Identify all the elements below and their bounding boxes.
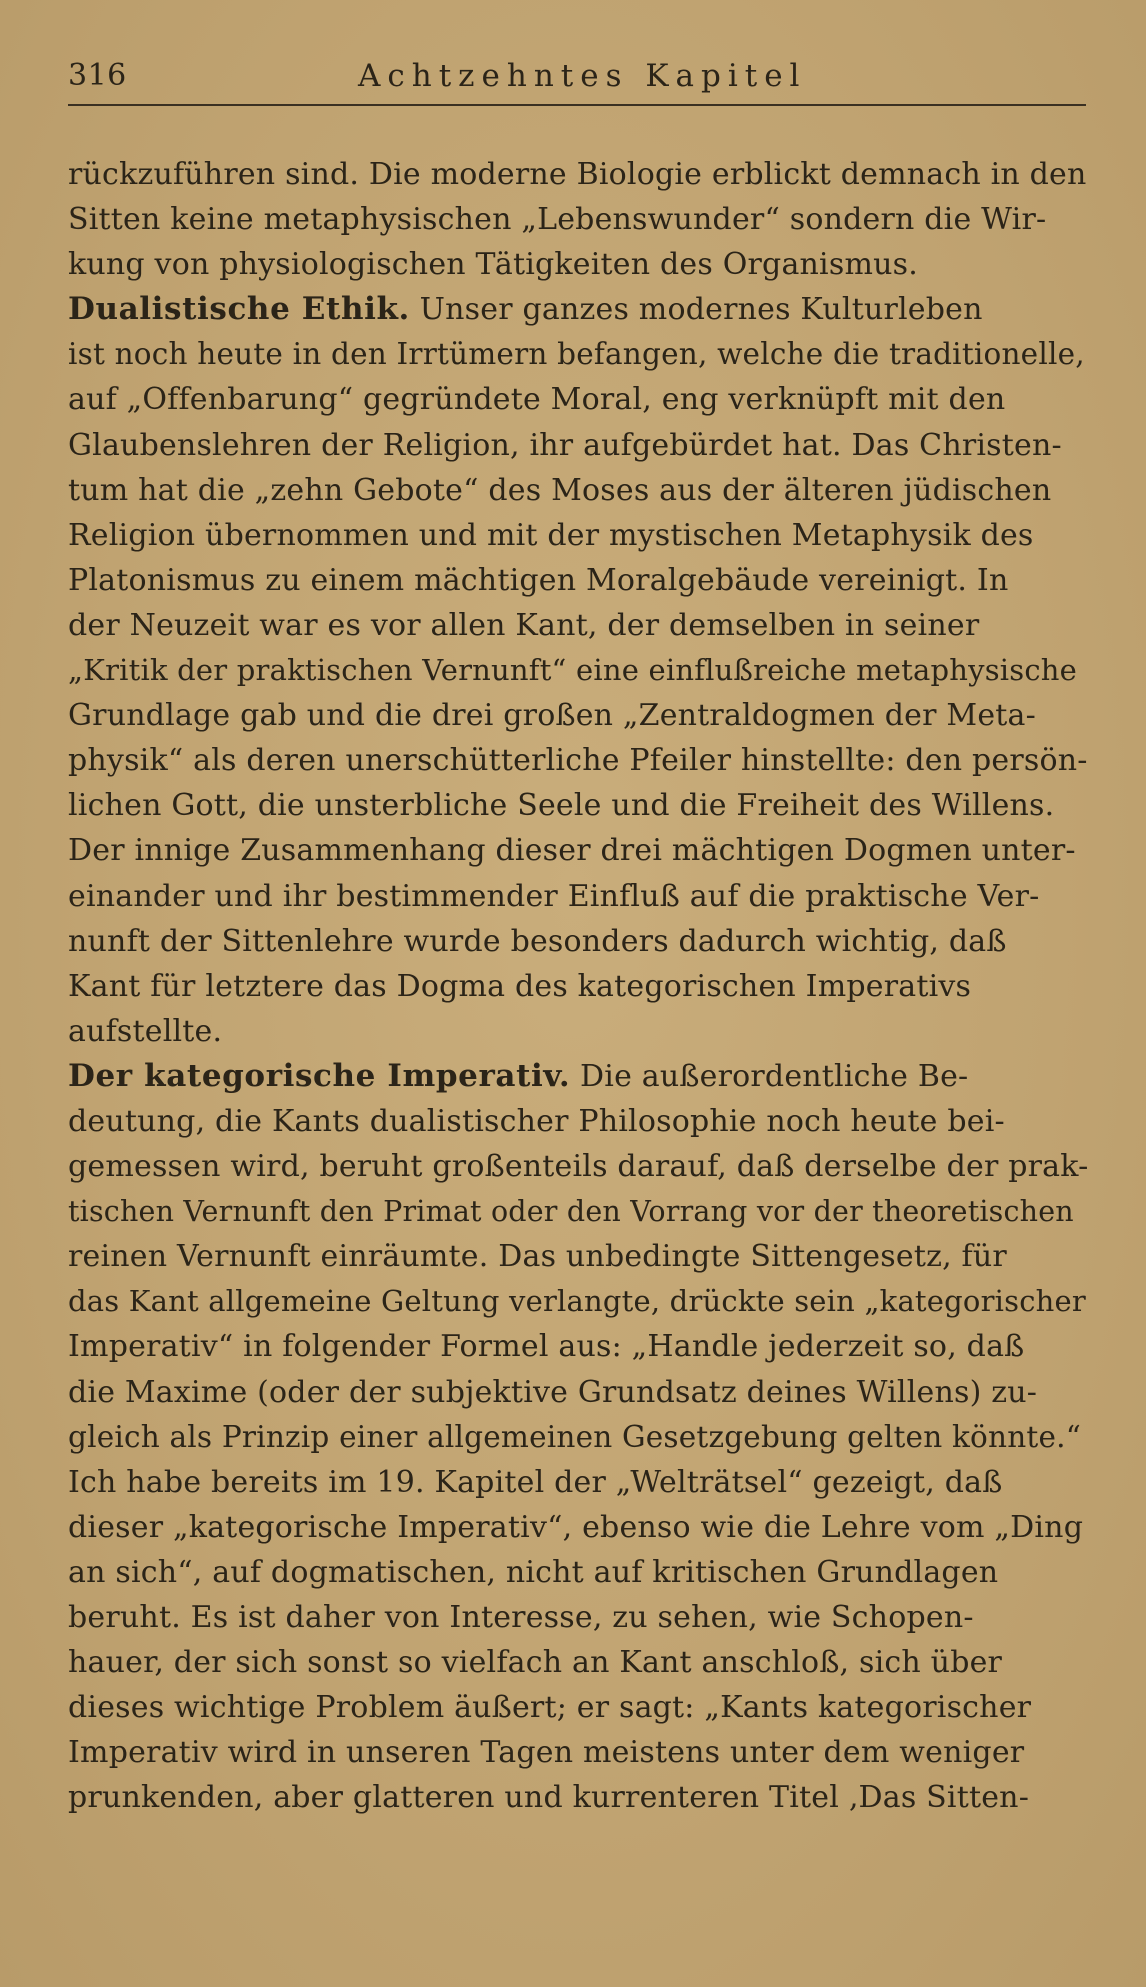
line-text: „Kritik der praktischen Vernunft“ eine einflußreiche metaphysische <box>68 653 1078 688</box>
text-line <box>68 1099 1088 1144</box>
text-line <box>68 377 1088 422</box>
page-number: 316 <box>68 58 127 93</box>
text-line <box>68 603 1088 648</box>
text-line <box>68 648 1088 693</box>
line-text: deutung, die Kants dualistischer Philosophie noch heute bei- <box>68 1103 1005 1139</box>
text-line <box>68 783 1088 828</box>
text-line <box>68 919 1088 964</box>
line-text: tum hat die „zehn Gebote“ des Moses aus der älteren jüdischen <box>68 472 1052 508</box>
line-text: der Neuzeit war es vor allen Kant, der demselben in seiner <box>68 607 980 643</box>
text-line <box>68 1505 1088 1550</box>
line-text: rückzuführen sind. Die moderne Biologie erblickt demnach in den <box>68 157 1087 192</box>
line-text: Glaubenslehren der Religion, ihr aufgebürdet hat. Das Christen- <box>68 427 1062 463</box>
page-header <box>68 58 1086 106</box>
text-line <box>68 738 1088 783</box>
line-text: prunkenden, aber glatteren und kurrenteren Titel ‚Das Sitten- <box>68 1780 1030 1816</box>
line-text: Grundlage gab und die drei großen „Zentraldogmen der Meta- <box>68 698 1036 734</box>
text-line <box>68 693 1088 738</box>
line-text: auf „Offenbarung“ gegründete Moral, eng verknüpft mit den <box>68 382 1006 418</box>
text-line <box>68 558 1088 603</box>
line-text: gleich als Prinzip einer allgemeinen Gesetzgebung gelten könnte.“ <box>68 1419 1081 1454</box>
text-line <box>68 1685 1088 1730</box>
text-line <box>68 513 1088 558</box>
text-line <box>68 1460 1088 1505</box>
line-text: Platonismus zu einem mächtigen Moralgebäude vereinigt. In <box>68 562 1009 598</box>
text-line <box>68 242 1088 287</box>
text-line <box>68 423 1088 468</box>
line-text: kung von physiologischen Tätigkeiten des Organismus. <box>68 247 918 283</box>
text-line <box>68 1144 1088 1189</box>
line-text: Imperativ“ in folgender Formel aus: „Handle jederzeit so, daß <box>68 1329 1025 1365</box>
line-text: die Maxime (oder der subjektive Grundsatz deines Willens) zu- <box>68 1374 1038 1410</box>
line-text: gemessen wird, beruht großenteils darauf, daß derselbe der prak- <box>68 1149 1089 1185</box>
line-text: an sich“, auf dogmatischen, nicht auf kritischen Grundlagen <box>68 1554 999 1590</box>
line-text: Sitten keine metaphysischen „Lebenswunder“ sondern die Wir- <box>68 202 1047 238</box>
text-line <box>68 1234 1088 1279</box>
section-heading-kategorischer-imperativ: Der kategorische Imperativ. <box>68 1057 571 1094</box>
line-text: dieses wichtige Problem äußert; er sagt: „Kants kategorischer <box>68 1690 1032 1726</box>
line-text: tischen Vernunft den Primat oder den Vorrang vor der theoretischen <box>68 1195 1074 1229</box>
text-line <box>68 964 1088 1009</box>
line-text: Ich habe bereits im 19. Kapitel der „Welträtsel“ gezeigt, daß <box>68 1464 1003 1500</box>
text-line <box>68 828 1088 873</box>
line-text: Unser ganzes modernes Kulturleben <box>409 292 983 328</box>
line-text: ist noch heute in den Irrtümern befangen, welche die traditionelle, <box>68 337 1085 372</box>
line-text: Kant für letztere das Dogma des kategorischen Imperativs <box>68 968 972 1004</box>
line-text: nunft der Sittenlehre wurde besonders dadurch wichtig, daß <box>68 923 1007 959</box>
line-text: Religion übernommen und mit der mystischen Metaphysik des <box>68 517 1034 553</box>
line-text: einander und ihr bestimmender Einfluß auf die praktische Ver- <box>68 878 1040 914</box>
line-text: reinen Vernunft einräumte. Das unbedingte Sittengesetz, für <box>68 1239 1007 1275</box>
text-line <box>68 874 1088 919</box>
text-line <box>68 1370 1088 1415</box>
line-text: aufstellte. <box>68 1013 223 1049</box>
text-line <box>68 1054 1088 1099</box>
running-title: Achtzehntes Kapitel <box>358 58 807 94</box>
body-text <box>68 152 1088 1820</box>
section-heading-dualistische-ethik: Dualistische Ethik. <box>68 291 410 328</box>
text-line <box>68 1279 1088 1324</box>
text-line <box>68 1775 1088 1820</box>
line-text: Der innige Zusammenhang dieser drei mächtigen Dogmen unter- <box>68 833 1076 869</box>
line-text: lichen Gott, die unsterbliche Seele und die Freiheit des Willens. <box>68 788 1055 824</box>
line-text: das Kant allgemeine Geltung verlangte, drückte sein „kategorischer <box>68 1284 1086 1319</box>
line-text: hauer, der sich sonst so vielfach an Kant anschloß, sich über <box>68 1645 1003 1681</box>
text-line <box>68 1550 1088 1595</box>
text-line <box>68 197 1088 242</box>
line-text: Die außerordentliche Be- <box>570 1058 969 1094</box>
text-line <box>68 468 1088 513</box>
text-line <box>68 1640 1088 1685</box>
line-text: physik“ als deren unerschütterliche Pfeiler hinstellte: den persön- <box>68 743 1088 779</box>
text-line <box>68 1009 1088 1054</box>
line-text: Imperativ wird in unseren Tagen meistens unter dem weniger <box>68 1735 1025 1771</box>
text-line <box>68 1189 1088 1234</box>
text-line <box>68 1595 1088 1640</box>
text-line <box>68 152 1088 197</box>
text-line <box>68 287 1088 332</box>
text-line <box>68 1324 1088 1369</box>
line-text: beruht. Es ist daher von Interesse, zu sehen, wie Schopen- <box>68 1600 974 1635</box>
text-line <box>68 332 1088 377</box>
text-line <box>68 1415 1088 1460</box>
line-text: dieser „kategorische Imperativ“, ebenso wie die Lehre vom „Ding <box>68 1509 1084 1545</box>
text-line <box>68 1730 1088 1775</box>
